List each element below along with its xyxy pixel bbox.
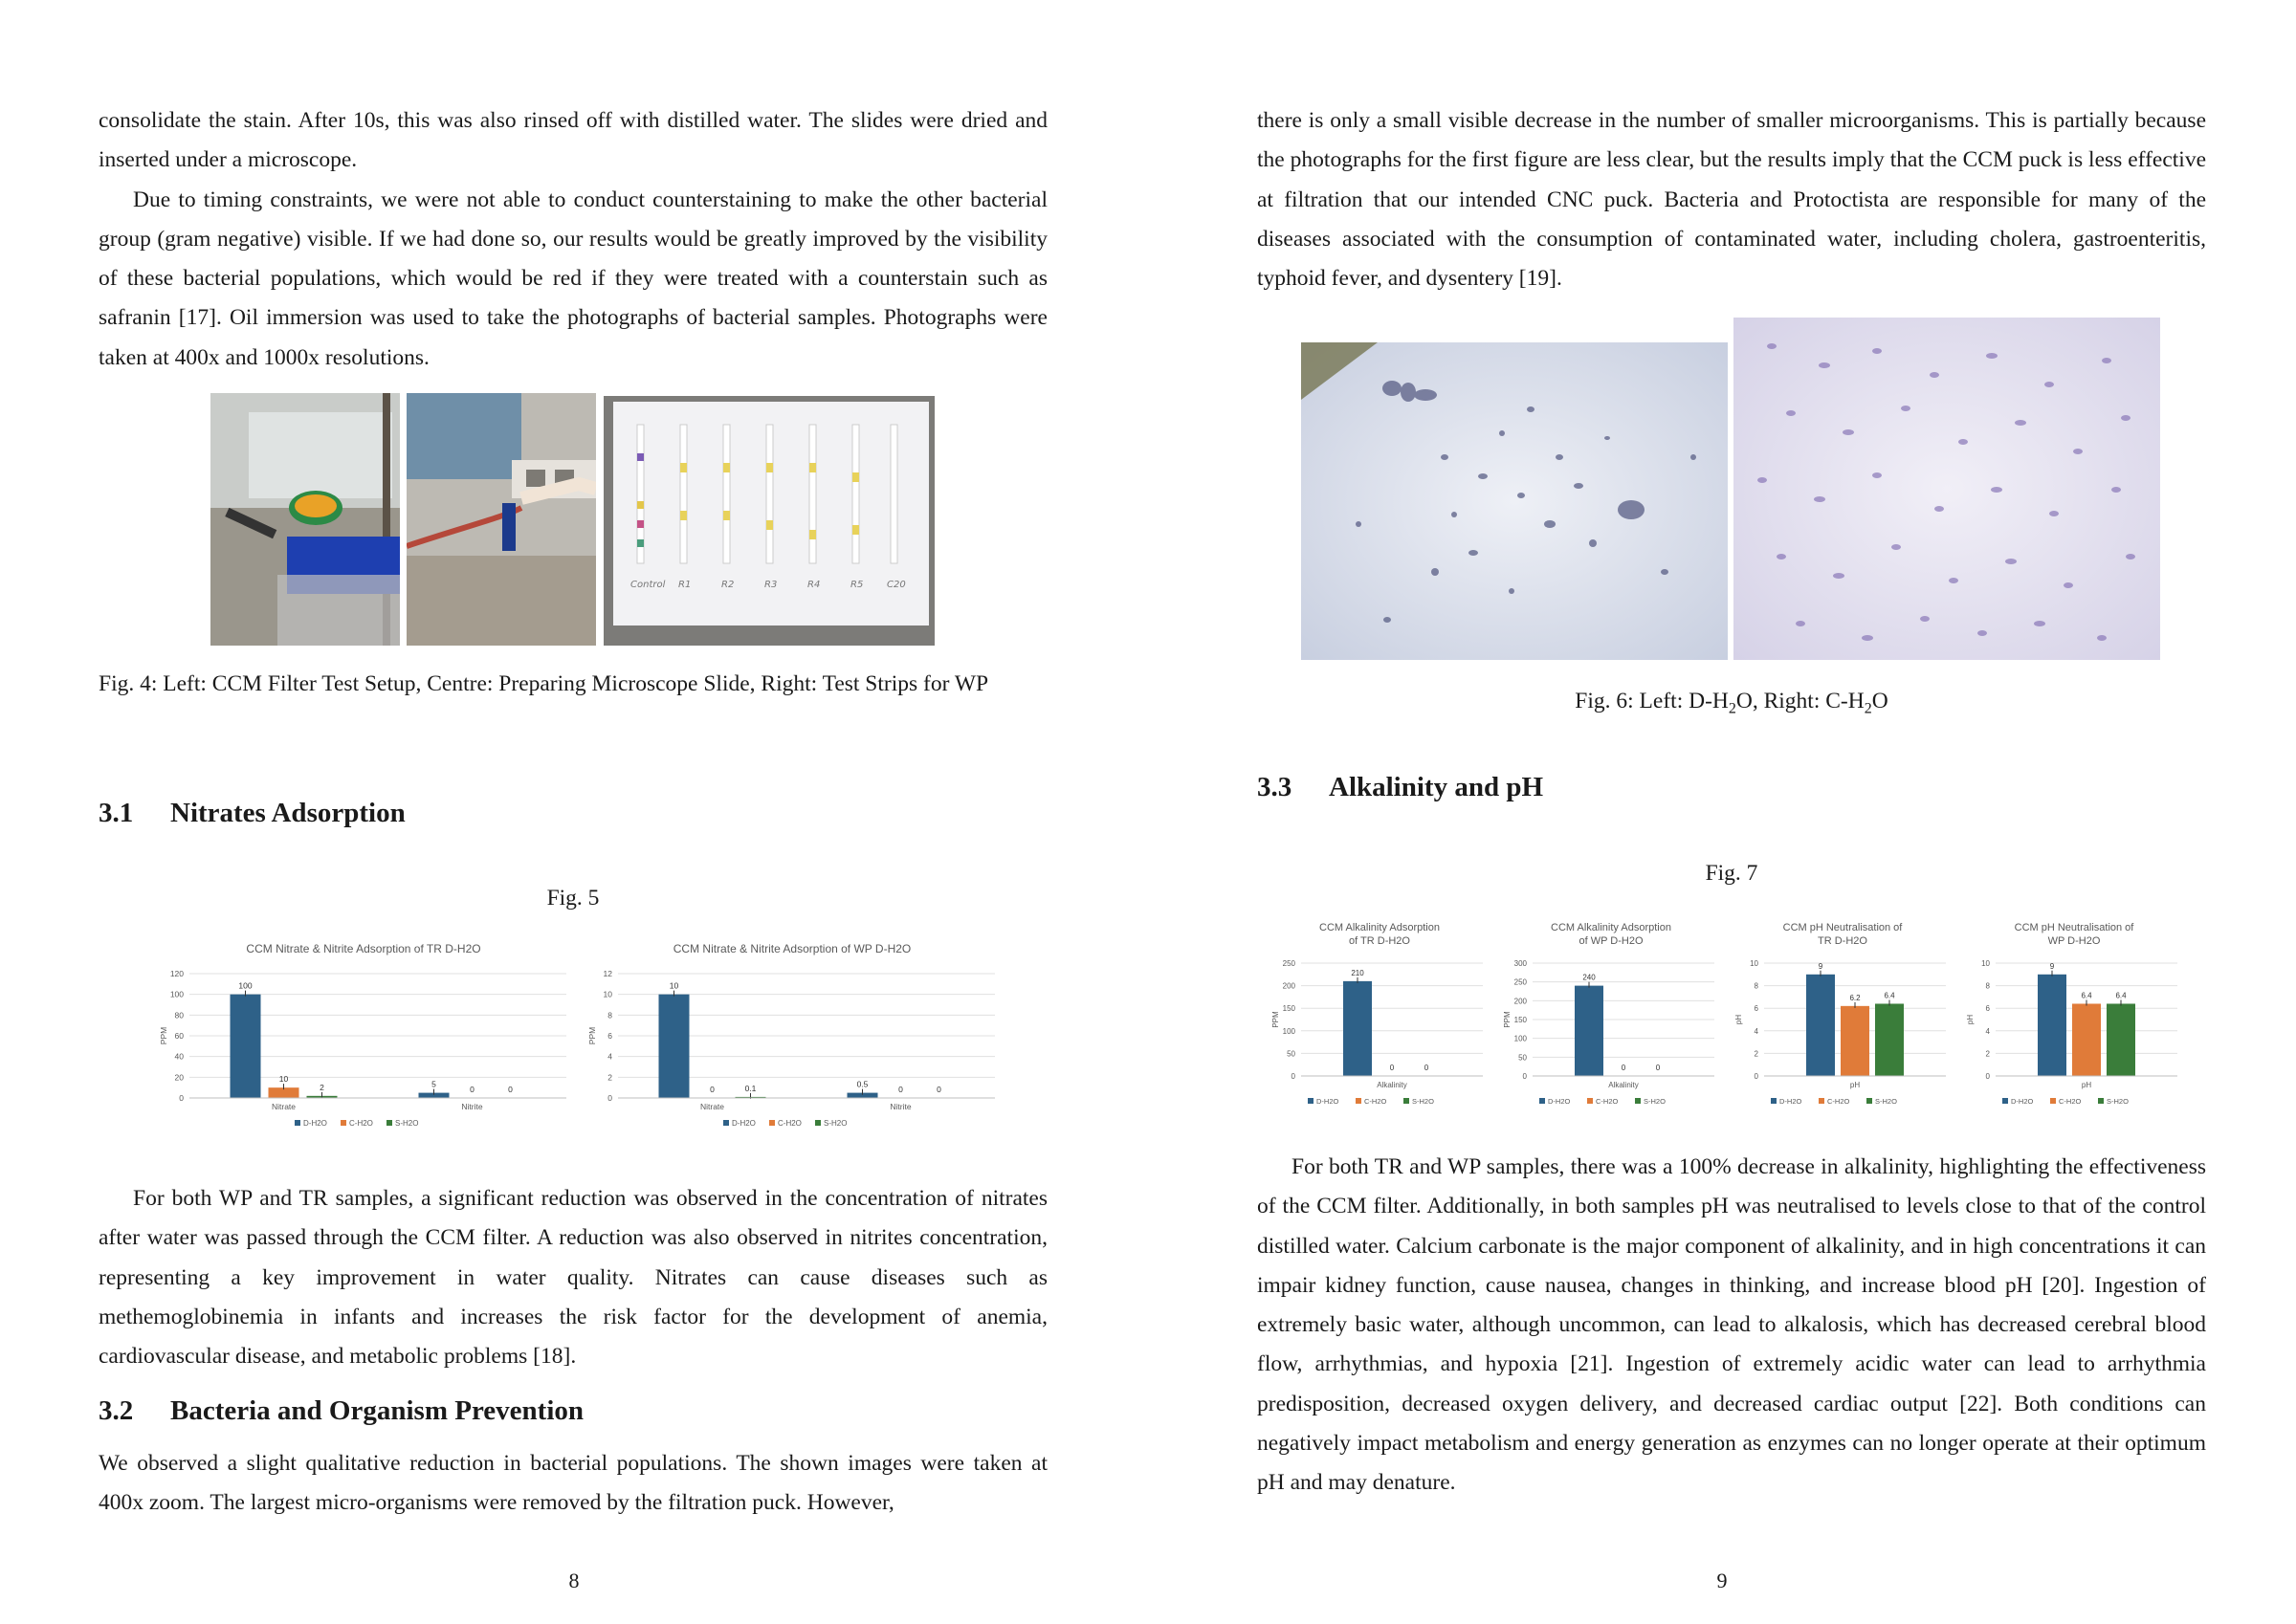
x-category-label: Nitrate (271, 1102, 297, 1111)
legend-swatch (1635, 1098, 1641, 1104)
section-number: 3.1 (99, 798, 134, 828)
y-tick-label: 4 (607, 1051, 612, 1062)
paragraph-nitrates: For both WP and TR samples, a significant reduction was observed in the concentration of nitrates after water was passed through the CCM filter. A reduction was also observed in nitrites concentration, representing a key improvement in water quality. Nitrates can cause diseases such as methemoglobinemia in infants and increases the risk factor for the development of anemia, cardiovascular disease, and metabolic problems [18]. (99, 1186, 1048, 1370)
strip-label: R4 (807, 580, 821, 590)
data-label: 10 (278, 1074, 289, 1085)
y-tick-label: 10 (603, 989, 612, 999)
chart-nitrate-wp (582, 935, 1003, 1151)
photo-microscope-slide (407, 393, 596, 646)
chart-alkalinity-tr (1269, 913, 1490, 1129)
y-tick-label: 0 (1985, 1072, 1990, 1081)
y-tick-label: 20 (174, 1072, 184, 1083)
section-title: Nitrates Adsorption (170, 798, 406, 828)
legend-swatch (1819, 1098, 1824, 1104)
legend-swatch (1539, 1098, 1545, 1104)
filter-setup-image (210, 393, 400, 646)
y-tick-label: 50 (1287, 1049, 1295, 1059)
chart-title: of WP D-H2O (1578, 935, 1644, 947)
chart-title: CCM Nitrate & Nitrite Adsorption of WP D-H2O (673, 942, 912, 955)
data-label: 0 (470, 1085, 475, 1094)
data-label: 100 (238, 980, 253, 991)
legend-entry: C-H2O (1827, 1097, 1850, 1106)
data-label: 0 (1424, 1064, 1429, 1072)
legend-swatch (769, 1120, 775, 1126)
legend-swatch (1866, 1098, 1872, 1104)
y-tick-label: 100 (169, 989, 184, 999)
y-tick-label: 4 (1985, 1026, 1990, 1036)
x-category-label: Nitrite (461, 1102, 483, 1111)
y-tick-label: 6 (607, 1031, 612, 1041)
text-block-top (99, 101, 1048, 378)
y-tick-label: 0 (1291, 1072, 1295, 1081)
paragraph-microorganisms: there is only a small visible decrease in the number of smaller microorganisms. This is partially because the photographs for the first figure are less clear, but the results imply that the CCM puck is less effective at filtration that our intended CNC puck. Bacteria and Protoctista are responsible for many of the diseases associated with the consumption of contaminated water, including cholera, gastroenteritis, typhoid fever, and dysentery [19]. (1257, 108, 2206, 292)
paragraph-alkalinity: For both TR and WP samples, there was a 100% decrease in alkalinity, highlighting the effectiveness of the CCM filter. Additionally, in both samples pH was neutralised to levels close to that of the control distilled water. Calcium carbonate is the major component of alkalinity, and in high concentrations it can impair kidney function, cause nausea, changes in thinking, and increase blood pH [20]. Ingestion of extremely basic water, although uncommon, can lead to alkalosis, which has decreased cerebral blood flow, arrhythmias, and hypoxia [21]. Ingestion of extremely acidic water can lead to arrhythmia predisposition, decreased oxygen delivery, and decreased cardiac output [22]. Both conditions can negatively impact metabolism and energy generation as enzymes can no longer operate at their optimum pH and may denature. (1257, 1154, 2206, 1496)
legend-entry: D-H2O (732, 1119, 756, 1128)
fig4-caption: Fig. 4: Left: CCM Filter Test Setup, Centre: Preparing Microscope Slide, Right: Test Strips for WP (99, 671, 989, 696)
legend-swatch (2050, 1098, 2056, 1104)
y-axis-label: pH (1966, 1014, 1975, 1025)
section-number: 3.3 (1257, 772, 1292, 802)
data-label: 0 (1655, 1064, 1661, 1072)
data-label: 0 (937, 1085, 941, 1094)
y-tick-label: 4 (1754, 1026, 1758, 1036)
y-tick-label: 150 (1513, 1016, 1527, 1024)
page-number: 9 (1716, 1569, 1728, 1592)
chart-title: CCM Alkalinity Adsorption (1551, 922, 1671, 933)
x-category-label: pH (2081, 1081, 2092, 1089)
strip-label: R5 (850, 580, 864, 590)
legend-swatch (341, 1120, 346, 1126)
y-axis-label: pH (1734, 1014, 1743, 1025)
text-block-bacteria (99, 1444, 1048, 1524)
data-label: 0 (898, 1085, 903, 1094)
photo-c-h2o-micrograph (1733, 318, 2160, 660)
y-tick-label: 250 (1282, 959, 1295, 968)
page-9 (1148, 0, 2296, 1624)
legend-entry: D-H2O (1779, 1097, 1802, 1106)
data-label: 6.4 (2115, 991, 2127, 1000)
bar-s-h2o (1875, 1003, 1904, 1076)
section-heading-3-3 (1257, 772, 1543, 803)
fig5-label: Fig. 5 (546, 886, 600, 911)
legend-entry: C-H2O (778, 1119, 802, 1128)
y-tick-label: 100 (1282, 1026, 1295, 1036)
legend-entry: S-H2O (1875, 1097, 1897, 1106)
y-tick-label: 0 (1522, 1072, 1527, 1081)
y-axis-label: PPM (159, 1026, 168, 1045)
data-label: 10 (669, 980, 679, 991)
legend-swatch (2098, 1098, 2104, 1104)
y-tick-label: 12 (603, 969, 612, 978)
data-label: 0 (1621, 1064, 1626, 1072)
strip-label: Control (630, 580, 666, 590)
y-tick-label: 2 (1985, 1049, 1990, 1059)
legend-entry: D-H2O (1548, 1097, 1571, 1106)
chart-title: CCM Nitrate & Nitrite Adsorption of TR D-H2O (246, 942, 481, 955)
data-label: 6.4 (1884, 991, 1895, 1000)
x-category-label: Alkalinity (1608, 1081, 1639, 1089)
legend-entry: S-H2O (1644, 1097, 1666, 1106)
fig7-label: Fig. 7 (1705, 861, 1758, 886)
y-tick-label: 60 (174, 1031, 184, 1041)
legend-entry: S-H2O (395, 1119, 419, 1128)
legend-entry: D-H2O (303, 1119, 327, 1128)
legend-swatch (386, 1120, 392, 1126)
strip-label: R1 (678, 580, 692, 590)
legend-swatch (1403, 1098, 1409, 1104)
data-label: 0.5 (856, 1079, 869, 1089)
fig6-caption-subscript: 2 (1864, 700, 1872, 717)
chart-title: CCM pH Neutralisation of (1782, 922, 1903, 933)
legend-entry: C-H2O (1596, 1097, 1619, 1106)
page-number: 8 (568, 1569, 580, 1592)
y-tick-label: 6 (1985, 1004, 1990, 1014)
photo-filter-setup (210, 393, 400, 646)
section-heading-3-2 (99, 1395, 584, 1427)
x-category-label: Nitrite (890, 1102, 912, 1111)
c-h2o-micrograph-image (1733, 318, 2160, 660)
bar-d-h2o (231, 995, 261, 1098)
y-tick-label: 2 (607, 1072, 612, 1083)
legend-swatch (1356, 1098, 1361, 1104)
y-tick-label: 80 (174, 1010, 184, 1020)
bar-d-h2o (2038, 975, 2066, 1076)
paragraph-counterstain: Due to timing constraints, we were not able to conduct counterstaining to make the other bacterial group (gram negative) visible. If we had done so, our results would be greatly improved by the visibility of these bacterial populations, which would be red if they were treated with a counterstain such as safranin [17]. Oil immersion was used to take the photographs of bacterial samples. Photographs were taken at 400x and 1000x resolutions. (99, 187, 1048, 370)
y-tick-label: 50 (1518, 1053, 1527, 1063)
test-strips-image (604, 396, 935, 646)
y-tick-label: 200 (1513, 997, 1527, 1006)
chart-title: of TR D-H2O (1349, 935, 1410, 947)
y-tick-label: 6 (1754, 1004, 1758, 1014)
text-block-alkalinity (1257, 1148, 2206, 1503)
y-tick-label: 300 (1513, 959, 1527, 968)
legend-swatch (2002, 1098, 2008, 1104)
chart-alkalinity-wp (1500, 913, 1722, 1129)
strip-label: C20 (887, 580, 906, 590)
legend-entry: C-H2O (1364, 1097, 1387, 1106)
data-label: 240 (1582, 973, 1596, 982)
section-title: Bacteria and Organism Prevention (170, 1395, 585, 1426)
data-label: 6.4 (2081, 991, 2092, 1000)
chart-title: CCM pH Neutralisation of (2014, 922, 2134, 933)
chart-nitrate-tr (153, 935, 574, 1151)
y-tick-label: 8 (607, 1010, 612, 1020)
data-label: 9 (1818, 961, 1823, 971)
chart-title: CCM Alkalinity Adsorption (1319, 922, 1440, 933)
bar-d-h2o (659, 995, 690, 1098)
fig6-caption-text: O, Right: C-H (1735, 689, 1865, 713)
y-tick-label: 8 (1985, 981, 1990, 991)
chart-title: WP D-H2O (2047, 935, 2101, 947)
legend-swatch (815, 1120, 821, 1126)
bar-s-h2o (2107, 1003, 2135, 1076)
legend-entry: C-H2O (349, 1119, 373, 1128)
y-axis-label: PPM (1503, 1011, 1512, 1028)
text-block-top-right (1257, 101, 2206, 298)
section-title: Alkalinity and pH (1329, 772, 1544, 802)
fig6-caption-subscript: 2 (1728, 700, 1736, 717)
fig6-caption (1257, 682, 2206, 729)
strip-label: R3 (764, 580, 778, 590)
y-tick-label: 250 (1513, 977, 1527, 987)
fig6-caption-text: Fig. 6: Left: D-H (1575, 689, 1729, 713)
data-label: 210 (1351, 968, 1364, 977)
microscope-slide-image (407, 393, 596, 646)
bar-d-h2o (1806, 975, 1835, 1076)
section-heading-3-1 (99, 798, 406, 829)
section-number: 3.2 (99, 1395, 134, 1426)
chart-ph-tr (1732, 913, 1954, 1129)
legend-swatch (295, 1120, 300, 1126)
x-category-label: Alkalinity (1377, 1081, 1407, 1089)
y-tick-label: 0 (607, 1093, 612, 1103)
x-category-label: Nitrate (699, 1102, 725, 1111)
bar-c-h2o (2072, 1003, 2101, 1076)
y-tick-label: 120 (169, 969, 184, 978)
legend-swatch (1771, 1098, 1777, 1104)
chart-title: TR D-H2O (1818, 935, 1867, 947)
fig6-caption-text: O (1871, 689, 1888, 713)
x-category-label: pH (1849, 1081, 1861, 1089)
data-label: 0 (1389, 1064, 1395, 1072)
data-label: 0 (508, 1085, 513, 1094)
y-tick-label: 2 (1754, 1049, 1758, 1059)
text-block-nitrates (99, 1179, 1048, 1376)
legend-swatch (1587, 1098, 1593, 1104)
bar-c-h2o (1841, 1006, 1869, 1076)
data-label: 9 (2049, 961, 2055, 971)
bar-d-h2o (1343, 981, 1372, 1076)
legend-swatch (1308, 1098, 1314, 1104)
data-label: 5 (431, 1079, 436, 1089)
paragraph-stain: consolidate the stain. After 10s, this was also rinsed off with distilled water. The slides were dried and inserted under a microscope. (99, 108, 1048, 173)
y-tick-label: 10 (1981, 959, 1990, 968)
bar-d-h2o (1575, 986, 1603, 1076)
data-label: 0.1 (744, 1083, 757, 1093)
paragraph-bacteria: We observed a slight qualitative reduction in bacterial populations. The shown images were taken at 400x zoom. The largest micro-organisms were removed by the filtration puck. However, (99, 1451, 1048, 1516)
y-tick-label: 0 (179, 1093, 184, 1103)
legend-entry: D-H2O (2011, 1097, 2034, 1106)
chart-ph-wp (1963, 913, 2185, 1129)
photo-d-h2o-micrograph (1301, 342, 1728, 660)
data-label: 6.2 (1849, 993, 1861, 1002)
legend-entry: S-H2O (2107, 1097, 2129, 1106)
y-tick-label: 150 (1282, 1004, 1295, 1014)
legend-entry: C-H2O (2059, 1097, 2082, 1106)
y-axis-label: PPM (587, 1026, 597, 1045)
y-axis-label: PPM (1271, 1011, 1280, 1028)
y-tick-label: 8 (1754, 981, 1758, 991)
data-label: 0 (710, 1085, 715, 1094)
d-h2o-micrograph-image (1301, 342, 1728, 660)
photo-test-strips (604, 396, 935, 646)
legend-swatch (723, 1120, 729, 1126)
y-tick-label: 40 (174, 1051, 184, 1062)
y-tick-label: 0 (1754, 1072, 1758, 1081)
legend-entry: D-H2O (1316, 1097, 1339, 1106)
legend-entry: S-H2O (824, 1119, 848, 1128)
data-label: 2 (320, 1082, 324, 1092)
legend-entry: S-H2O (1412, 1097, 1434, 1106)
y-tick-label: 200 (1282, 981, 1295, 991)
y-tick-label: 100 (1513, 1034, 1527, 1043)
strip-label: R2 (721, 580, 735, 590)
y-tick-label: 10 (1750, 959, 1758, 968)
